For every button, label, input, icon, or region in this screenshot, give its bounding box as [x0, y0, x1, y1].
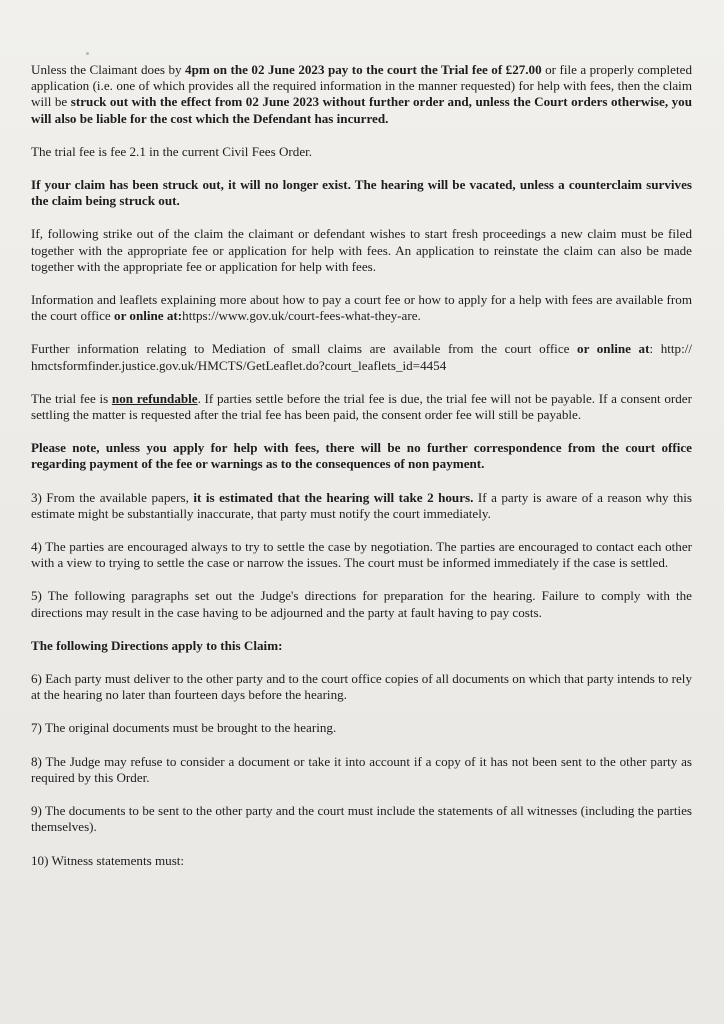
court-fees-link: https://www.gov.uk/court-fees-what-they-are.	[182, 308, 421, 324]
settlement-paragraph: 4) The parties are encouraged always to try to settle the case by negotiation. The parties are encouraged to contact each other with a view to trying to settle the case or narrow the issues. The court must be informed immediately if the case is settled.	[31, 539, 692, 571]
scan-speck	[86, 52, 89, 55]
direction-6-paragraph: 6) Each party must deliver to the other party and to the court office copies of all documents on which that party intends to rely at the hearing no later than fourteen days before the hearing.	[31, 671, 692, 703]
civil-fees-order-paragraph: The trial fee is fee 2.1 in the current Civil Fees Order.	[31, 143, 313, 159]
trial-fee-deadline-paragraph: Unless the Claimant does by 4pm on the 02 June 2023 pay to the court the Trial fee of £27.00 or file a properly completed application (i.e. one of which provides all the required information in the manner requested) for help with fees, then the claim will be struck out with the effect from 02 June 2023 without further order and, unless the Court orders otherwise, you will also be liable for the cost which the Defendant has incurred.	[31, 62, 692, 126]
struck-out-warning-paragraph: If your claim has been struck out, it will no longer exist. The hearing will be vacated, unless a counterclaim survives the claim being struck out.	[31, 177, 692, 209]
mediation-info-paragraph: Further information relating to Mediation of small claims are available from the court office or online at: http:// hmctsformfinder.justice.gov.uk/HMCTS/GetLeaflet.do?court_leaflets_id=4454	[31, 341, 692, 373]
directions-heading: The following Directions apply to this Claim:	[31, 637, 283, 653]
direction-8-paragraph: 8) The Judge may refuse to consider a document or take it into account if a copy of it has not been sent to the other party as required by this Order.	[31, 753, 692, 785]
leaflets-info-paragraph: Information and leaflets explaining more about how to pay a court fee or how to apply for a help with fees are available from the court office or online at:https://www.gov.uk/court-fees-what-they-are.	[31, 292, 692, 324]
direction-9-paragraph: 9) The documents to be sent to the other party and the court must include the statements of all witnesses (including the parties themselves).	[31, 803, 692, 835]
judge-directions-paragraph: 5) The following paragraphs set out the Judge's directions for preparation for the hearing. Failure to comply with the directions may result in the case having to be adjourned and the party at fault having to pay costs.	[31, 588, 692, 620]
no-further-correspondence-paragraph: Please note, unless you apply for help with fees, there will be no further correspondence from the court office regarding payment of the fee or warnings as to the consequences of non payment.	[31, 440, 692, 472]
direction-7-paragraph: 7) The original documents must be brought to the hearing.	[31, 720, 337, 736]
mediation-leaflet-link: : http:// hmctsformfinder.justice.gov.uk/HMCTS/GetLeaflet.do?court_leaflets_id=4454	[31, 341, 692, 373]
direction-10-paragraph: 10) Witness statements must:	[31, 852, 185, 868]
fresh-proceedings-paragraph: If, following strike out of the claim the claimant or defendant wishes to start fresh proceedings a new claim must be filed together with the appropriate fee or application for help with fees. An application to reinstate the claim can also be made together with the appropriate fee or application for help with fees.	[31, 226, 692, 274]
non-refundable-paragraph: The trial fee is non refundable. If parties settle before the trial fee is due, the trial fee will not be payable. If a consent order settling the matter is requested after the trial fee has been paid, the consent order fee will still be payable.	[31, 390, 692, 423]
hearing-estimate-paragraph: 3) From the available papers, it is estimated that the hearing will take 2 hours. If a party is aware of a reason why this estimate might be substantially inaccurate, that party must notify the court immediately.	[31, 489, 692, 521]
